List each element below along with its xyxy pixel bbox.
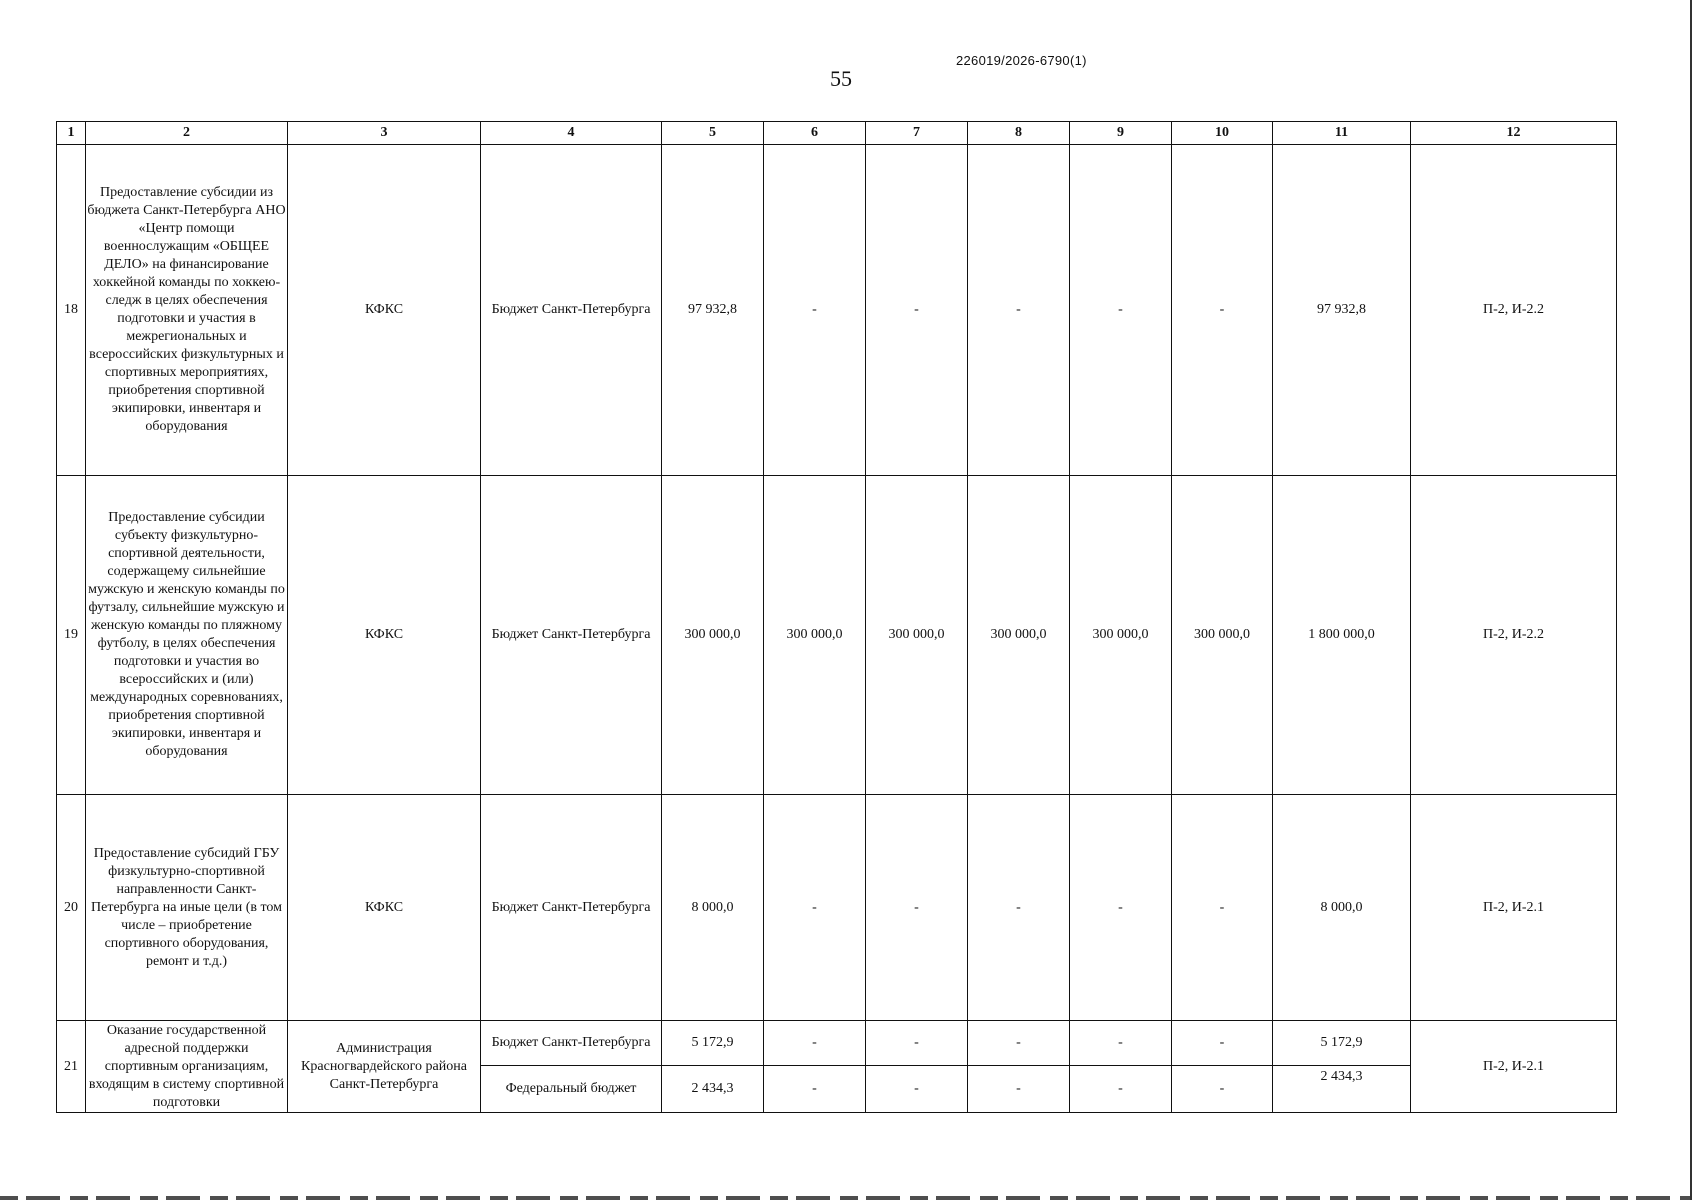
value-total: 8 000,0 [1273,795,1411,1021]
column-header: 6 [764,122,866,145]
value-col-8: 300 000,0 [968,476,1070,795]
value-total: 2 434,3 [1273,1066,1411,1113]
indicator-code: П-2, И-2.2 [1411,476,1617,795]
funding-source: Бюджет Санкт-Петербурга [481,145,662,476]
row-number: 19 [57,476,86,795]
executor: КФКС [288,145,481,476]
row-number: 18 [57,145,86,476]
value-col-9: - [1070,145,1172,476]
table-row [57,795,1617,1021]
value-total: 5 172,9 [1273,1021,1411,1066]
value-col-8: - [968,145,1070,476]
page-number: 55 [830,66,852,91]
program-measures-table [56,121,1617,1113]
scan-edge-mark [0,1196,1692,1200]
value-col-10: - [1172,1066,1273,1113]
funding-source: Федеральный бюджет [481,1066,662,1113]
value-col-10: 300 000,0 [1172,476,1273,795]
value-col-6: - [764,145,866,476]
indicator-code: П-2, И-2.1 [1411,1021,1617,1113]
value-col-9: - [1070,795,1172,1021]
measure-description: Предоставление субсидии субъекту физкультурно-спортивной деятельности, содержащему сильнейшие мужскую и женскую команды по футзалу, сильнейшие мужскую и женскую команды по пляжному футболу, в целях обеспечения подготовки и участия во всероссийских и (или) международных соревнованиях, приобретения спортивной экипировки, инвентаря и оборудования [86,476,288,795]
value-col-8: - [968,1021,1070,1066]
value-col-7: - [866,1066,968,1113]
value-col-6: - [764,795,866,1021]
value-col-8: - [968,1066,1070,1113]
value-col-5: 5 172,9 [662,1021,764,1066]
measure-description: Оказание государственной адресной поддержки спортивным организациям, входящим в систему спортивной подготовки [86,1021,288,1113]
table-row [57,476,1617,795]
value-col-6: 300 000,0 [764,476,866,795]
column-header: 2 [86,122,288,145]
column-header: 8 [968,122,1070,145]
value-col-5: 2 434,3 [662,1066,764,1113]
value-col-7: - [866,1021,968,1066]
value-col-9: - [1070,1021,1172,1066]
column-header: 11 [1273,122,1411,145]
value-col-7: - [866,795,968,1021]
executor: КФКС [288,795,481,1021]
value-col-7: - [866,145,968,476]
table-row [57,1021,1617,1066]
value-col-10: - [1172,1021,1273,1066]
value-col-10: - [1172,145,1273,476]
funding-source: Бюджет Санкт-Петербурга [481,476,662,795]
value-col-10: - [1172,795,1273,1021]
column-header: 7 [866,122,968,145]
value-total: 97 932,8 [1273,145,1411,476]
measure-description: Предоставление субсидий ГБУ физкультурно-спортивной направленности Санкт-Петербурга на иные цели (в том числе – приобретение спортивного оборудования, ремонт и т.д.) [86,795,288,1021]
value-col-5: 97 932,8 [662,145,764,476]
funding-source: Бюджет Санкт-Петербурга [481,1021,662,1066]
indicator-code: П-2, И-2.1 [1411,795,1617,1021]
table-header-row [57,122,1617,145]
column-header: 4 [481,122,662,145]
funding-source: Бюджет Санкт-Петербурга [481,795,662,1021]
value-col-9: 300 000,0 [1070,476,1172,795]
row-number: 21 [57,1021,86,1113]
column-header: 3 [288,122,481,145]
value-col-7: 300 000,0 [866,476,968,795]
value-col-5: 300 000,0 [662,476,764,795]
measure-description: Предоставление субсидии из бюджета Санкт-Петербурга АНО «Центр помощи военнослужащим «ОБЩЕЕ ДЕЛО» на финансирование хоккейной команды по хоккею-следж в целях обеспечения подготовки и участия в межрегиональных и всероссийских физкультурных и спортивных мероприятиях, приобретения спортивной экипировки, инвентаря и оборудования [86,145,288,476]
value-col-6: - [764,1021,866,1066]
column-header: 1 [57,122,86,145]
value-col-6: - [764,1066,866,1113]
value-col-8: - [968,795,1070,1021]
indicator-code: П-2, И-2.2 [1411,145,1617,476]
value-col-9: - [1070,1066,1172,1113]
executor: Администрация Красногвардейского района Санкт-Петербурга [288,1021,481,1113]
column-header: 10 [1172,122,1273,145]
column-header: 12 [1411,122,1617,145]
row-number: 20 [57,795,86,1021]
column-header: 5 [662,122,764,145]
table-row [57,145,1617,476]
value-total: 1 800 000,0 [1273,476,1411,795]
document-registration-number: 226019/2026-6790(1) [956,53,1087,68]
column-header: 9 [1070,122,1172,145]
executor: КФКС [288,476,481,795]
value-col-5: 8 000,0 [662,795,764,1021]
